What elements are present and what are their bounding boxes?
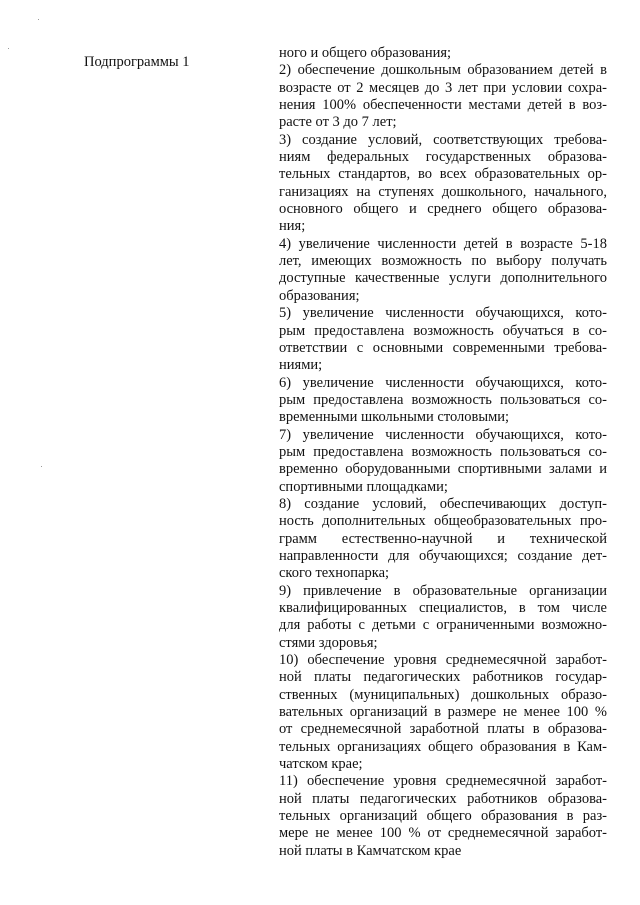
content-line: ского технопарка;	[279, 565, 390, 582]
content-line: ственных (муниципальных) дошкольных образо-	[279, 686, 607, 703]
content-line: стями здоровья;	[279, 634, 378, 651]
content-line: тельных организациях общего образования в Кам-	[279, 738, 607, 755]
scan-speck	[41, 466, 42, 467]
content-line: образования;	[279, 287, 360, 304]
content-line: рым предоставлена возможность пользоваться со-	[279, 443, 607, 460]
content-line: тельных стандартов, во всех образовательных ор-	[279, 166, 607, 183]
content-line: вательных организаций в размере не менее 100 %	[279, 704, 607, 721]
content-line: рым предоставлена возможность пользоваться со-	[279, 391, 607, 408]
content-line: нения 100% обеспеченности местами детей в воз-	[279, 97, 607, 114]
content-line: ной платы педагогических работников государ-	[279, 669, 607, 686]
content-line: ответствии с основными современными требова-	[279, 339, 607, 356]
content-line: 11) обеспечение уровня среднемесячной заработ-	[279, 773, 607, 790]
content-line: ной платы в Камчатском крае	[279, 842, 462, 859]
row-content	[279, 45, 607, 860]
content-line: временно оборудованными спортивными залами и	[279, 461, 607, 478]
content-line: 2) обеспечение дошкольным образованием детей в	[279, 62, 607, 79]
content-line: 7) увеличение численности обучающихся, кото-	[279, 426, 607, 443]
content-line: 8) создание условий, обеспечивающих доступ-	[279, 495, 607, 512]
content-line: ния;	[279, 218, 306, 235]
content-line: лет, имеющих возможность по выбору получать	[279, 253, 607, 270]
content-line: тельных организаций общего образования в раз-	[279, 808, 607, 825]
content-line: ного и общего образования;	[279, 45, 452, 61]
content-line: чатском крае;	[279, 756, 363, 773]
content-line: доступные качественные услуги дополнительного	[279, 270, 607, 287]
content-line: 6) увеличение численности обучающихся, кото-	[279, 374, 607, 391]
content-line: временными школьными столовыми;	[279, 409, 510, 426]
content-line: ной платы педагогических работников образова-	[279, 790, 607, 807]
row-label: Подпрограммы 1	[84, 54, 190, 70]
content-line: 4) увеличение численности детей в возрасте 5-18	[279, 235, 607, 252]
scan-speck	[38, 19, 39, 20]
content-line: для работы с детьми с ограниченными возможно-	[279, 617, 607, 634]
content-line: ниями;	[279, 357, 323, 374]
content-line: 3) создание условий, соответствующих требова-	[279, 131, 607, 148]
content-line: 5) увеличение численности обучающихся, кото-	[279, 305, 607, 322]
content-line: ность дополнительных общеобразовательных про-	[279, 513, 607, 530]
content-line: ганизациях на ступенях дошкольного, начального,	[279, 183, 607, 200]
content-line: от среднемесячной заработной платы в образова-	[279, 721, 607, 738]
content-line: квалифицированных специалистов, в том числе	[279, 600, 607, 616]
scan-speck	[8, 48, 9, 49]
content-line: основного общего и среднего общего образова-	[279, 201, 607, 218]
content-line: ниям федеральных государственных образова-	[279, 149, 607, 166]
content-line: возрасте от 2 месяцев до 3 лет при условии сохра-	[279, 79, 607, 96]
content-line: расте от 3 до 7 лет;	[279, 114, 397, 131]
content-line: 9) привлечение в образовательные организации	[279, 582, 607, 599]
content-line: спортивными площадками;	[279, 478, 448, 495]
content-line: рым предоставлена возможность обучаться в со-	[279, 322, 607, 339]
content-line: 10) обеспечение уровня среднемесячной заработ-	[279, 652, 607, 669]
content-line: направленности для обучающихся; создание дет-	[279, 547, 607, 564]
content-line: мере не менее 100 % от среднемесячной заработ-	[279, 825, 607, 842]
content-line: грамм естественно-научной и технической	[279, 530, 607, 547]
